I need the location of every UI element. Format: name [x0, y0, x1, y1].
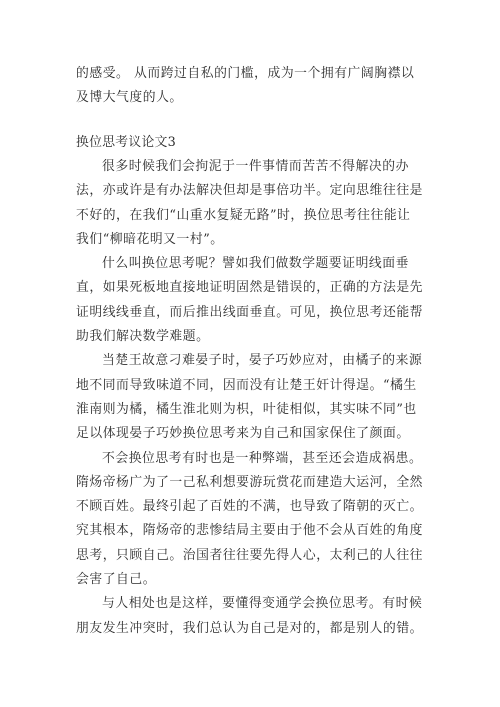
text-line: 不好的，在我们“山重水复疑无路”时，换位思考往往能让: [76, 207, 411, 223]
text-line: 不顾百姓。最终引起了百姓的不满，也导致了隋朝的灭亡。: [76, 499, 424, 515]
text-line: 地不同而导致味道不同，因而没有让楚王奸计得逞。“橘生: [76, 377, 417, 393]
text-line: 法，亦或许是有办法解决但却是事倍功半。定向思维往往是: [76, 183, 424, 199]
text-line: 足以体现晏子巧妙换位思考来为自己和国家保住了颜面。: [76, 426, 410, 442]
paragraph-4: [76, 447, 428, 593]
text-line: 当楚王故意刁难晏子时，晏子巧妙应对，由橘子的来源: [102, 353, 423, 369]
text-line: 会害了自己。: [76, 572, 157, 588]
section-title: 换位思考议论文3: [76, 135, 177, 150]
text-line: 不会换位思考有时也是一种弊端，甚至还会造成祸患。: [102, 450, 423, 466]
intro-paragraph: [76, 62, 428, 111]
text-line: 很多时候我们会拘泥于一件事情而苦苦不得解决的办: [102, 159, 409, 174]
text-line: 直，如果死板地直接地证明固然是错误的，正确的方法是先: [76, 280, 424, 296]
text-line: 朋友发生冲突时，我们总认为自己是对的，都是别人的错。: [76, 620, 424, 636]
text-line: 及博大气度的人。: [76, 90, 183, 106]
paragraph-5: [76, 592, 428, 641]
text-line: 究其根本，隋炀帝的悲惨结局主要由于他不会从百姓的角度: [76, 523, 424, 539]
paragraph-1: [76, 155, 428, 252]
text-line: 隋炀帝杨广为了一己私利想要游玩赏花而建造大运河，全然: [76, 474, 424, 490]
body-text: [76, 155, 428, 641]
text-line: 与人相处也是这样，要懂得变通学会换位思考。有时候: [102, 596, 423, 612]
text-line: 淮南则为橘，橘生淮北则为枳，叶徒相似，其实味不同”也: [76, 401, 417, 417]
text-line: 助我们解决数学难题。: [76, 329, 210, 345]
text-line: 证明线线垂直，而后推出线面垂直。可见，换位思考还能帮: [76, 304, 424, 320]
paragraph-3: [76, 349, 428, 446]
text-line: 思考，只顾自己。治国者往往要先得人心，太利己的人往往: [76, 547, 424, 563]
text-line: 的感受。 从而跨过自私的门槛，成为一个拥有广阔胸襟以: [76, 66, 415, 81]
paragraph-2: [76, 252, 428, 349]
text-line: 我们“柳暗花明又一村”。: [76, 231, 224, 247]
text-line: 什么叫换位思考呢？譬如我们做数学题要证明线面垂: [102, 256, 409, 272]
